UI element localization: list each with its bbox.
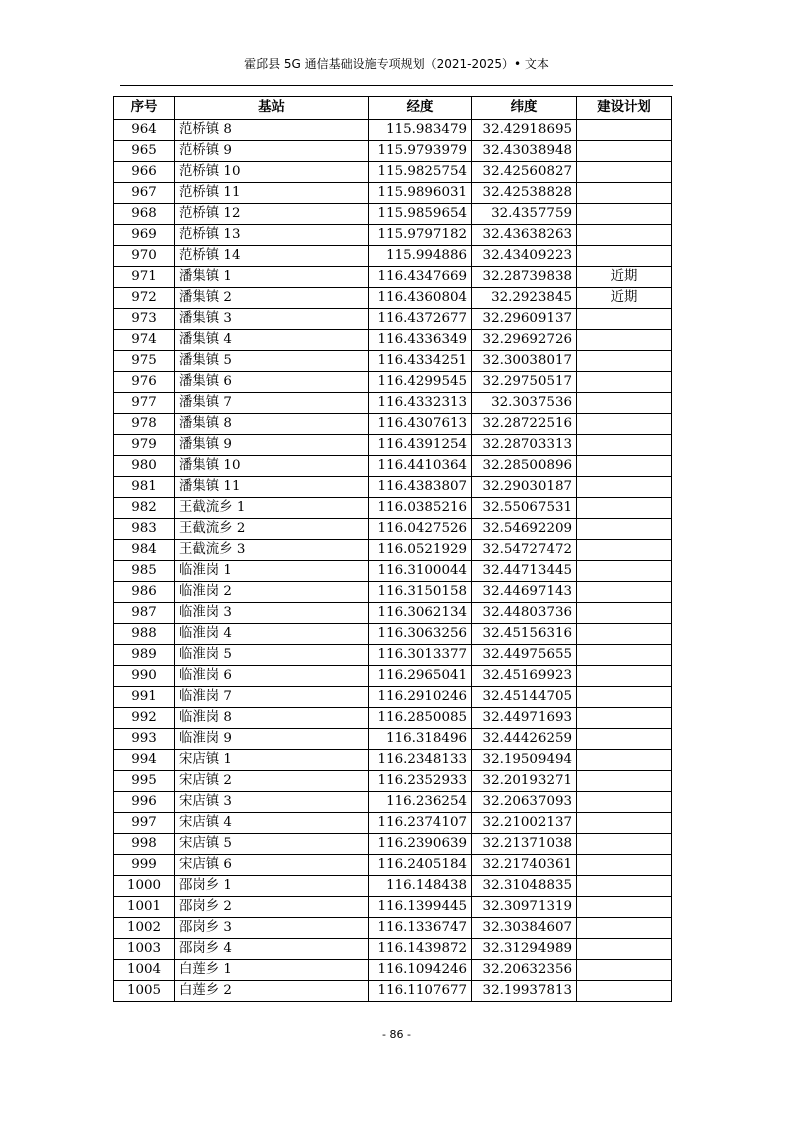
table-row <box>114 750 672 771</box>
cell-latitude: 32.28703313 <box>472 435 577 456</box>
cell-longitude: 116.1094246 <box>369 960 472 981</box>
cell-latitude: 32.30038017 <box>472 351 577 372</box>
cell-latitude: 32.20637093 <box>472 792 577 813</box>
cell-station: 王截流乡 1 <box>175 498 369 519</box>
cell-latitude: 32.42918695 <box>472 120 577 141</box>
table-row <box>114 981 672 1002</box>
cell-plan <box>577 645 672 666</box>
cell-station: 潘集镇 11 <box>175 477 369 498</box>
cell-station: 白莲乡 1 <box>175 960 369 981</box>
cell-seq: 1000 <box>114 876 175 897</box>
table-row <box>114 246 672 267</box>
cell-longitude: 116.1439872 <box>369 939 472 960</box>
cell-latitude: 32.29609137 <box>472 309 577 330</box>
cell-station: 临淮岗 2 <box>175 582 369 603</box>
cell-latitude: 32.45156316 <box>472 624 577 645</box>
cell-seq: 973 <box>114 309 175 330</box>
cell-latitude: 32.29692726 <box>472 330 577 351</box>
table-row <box>114 666 672 687</box>
cell-plan <box>577 603 672 624</box>
cell-station: 宋店镇 2 <box>175 771 369 792</box>
table-row <box>114 855 672 876</box>
cell-longitude: 116.4334251 <box>369 351 472 372</box>
cell-latitude: 32.43638263 <box>472 225 577 246</box>
table-row <box>114 351 672 372</box>
cell-plan <box>577 918 672 939</box>
table-row <box>114 372 672 393</box>
cell-plan <box>577 792 672 813</box>
cell-plan <box>577 435 672 456</box>
cell-plan <box>577 162 672 183</box>
table-row <box>114 582 672 603</box>
cell-seq: 985 <box>114 561 175 582</box>
cell-station: 临淮岗 3 <box>175 603 369 624</box>
cell-seq: 965 <box>114 141 175 162</box>
cell-longitude: 115.9793979 <box>369 141 472 162</box>
cell-plan <box>577 708 672 729</box>
cell-latitude: 32.21371038 <box>472 834 577 855</box>
cell-longitude: 116.3150158 <box>369 582 472 603</box>
cell-seq: 999 <box>114 855 175 876</box>
cell-station: 王截流乡 2 <box>175 519 369 540</box>
table-row <box>114 393 672 414</box>
cell-longitude: 116.2850085 <box>369 708 472 729</box>
table-row <box>114 267 672 288</box>
cell-seq: 994 <box>114 750 175 771</box>
cell-station: 邵岗乡 3 <box>175 918 369 939</box>
cell-longitude: 116.2405184 <box>369 855 472 876</box>
cell-station: 宋店镇 5 <box>175 834 369 855</box>
table-row <box>114 120 672 141</box>
cell-station: 潘集镇 9 <box>175 435 369 456</box>
cell-plan <box>577 750 672 771</box>
cell-seq: 977 <box>114 393 175 414</box>
cell-plan <box>577 519 672 540</box>
table-row <box>114 477 672 498</box>
cell-station: 范桥镇 12 <box>175 204 369 225</box>
cell-longitude: 116.4391254 <box>369 435 472 456</box>
cell-latitude: 32.19509494 <box>472 750 577 771</box>
cell-seq: 988 <box>114 624 175 645</box>
cell-seq: 1001 <box>114 897 175 918</box>
cell-longitude: 115.9797182 <box>369 225 472 246</box>
cell-seq: 1002 <box>114 918 175 939</box>
cell-station: 潘集镇 8 <box>175 414 369 435</box>
cell-seq: 970 <box>114 246 175 267</box>
cell-plan <box>577 309 672 330</box>
cell-longitude: 116.2910246 <box>369 687 472 708</box>
cell-latitude: 32.20632356 <box>472 960 577 981</box>
cell-seq: 972 <box>114 288 175 309</box>
table-row <box>114 141 672 162</box>
cell-seq: 987 <box>114 603 175 624</box>
cell-seq: 984 <box>114 540 175 561</box>
cell-longitude: 116.4336349 <box>369 330 472 351</box>
cell-latitude: 32.42560827 <box>472 162 577 183</box>
cell-seq: 964 <box>114 120 175 141</box>
table-row <box>114 939 672 960</box>
page-number: - 86 - <box>382 1028 411 1041</box>
cell-longitude: 116.4299545 <box>369 372 472 393</box>
column-header-station: 基站 <box>175 97 369 120</box>
cell-seq: 966 <box>114 162 175 183</box>
cell-latitude: 32.31294989 <box>472 939 577 960</box>
cell-seq: 982 <box>114 498 175 519</box>
cell-latitude: 32.44426259 <box>472 729 577 750</box>
cell-seq: 993 <box>114 729 175 750</box>
table-row <box>114 414 672 435</box>
cell-longitude: 115.9859654 <box>369 204 472 225</box>
cell-plan <box>577 939 672 960</box>
cell-latitude: 32.44971693 <box>472 708 577 729</box>
cell-latitude: 32.30971319 <box>472 897 577 918</box>
table-row <box>114 918 672 939</box>
table-row <box>114 330 672 351</box>
cell-station: 潘集镇 7 <box>175 393 369 414</box>
cell-seq: 968 <box>114 204 175 225</box>
cell-station: 临淮岗 6 <box>175 666 369 687</box>
table-header-row <box>114 97 672 120</box>
cell-longitude: 116.2965041 <box>369 666 472 687</box>
cell-longitude: 116.4332313 <box>369 393 472 414</box>
table-row <box>114 792 672 813</box>
cell-longitude: 116.2374107 <box>369 813 472 834</box>
cell-station: 潘集镇 5 <box>175 351 369 372</box>
cell-station: 范桥镇 14 <box>175 246 369 267</box>
table-row <box>114 204 672 225</box>
cell-latitude: 32.28739838 <box>472 267 577 288</box>
cell-seq: 990 <box>114 666 175 687</box>
cell-plan <box>577 876 672 897</box>
cell-longitude: 116.4383807 <box>369 477 472 498</box>
cell-latitude: 32.45169923 <box>472 666 577 687</box>
cell-station: 范桥镇 13 <box>175 225 369 246</box>
cell-plan <box>577 897 672 918</box>
cell-seq: 967 <box>114 183 175 204</box>
cell-station: 潘集镇 6 <box>175 372 369 393</box>
cell-station: 宋店镇 6 <box>175 855 369 876</box>
cell-station: 邵岗乡 4 <box>175 939 369 960</box>
base-station-table <box>113 96 672 1002</box>
cell-seq: 974 <box>114 330 175 351</box>
cell-station: 宋店镇 3 <box>175 792 369 813</box>
column-header-latitude: 纬度 <box>472 97 577 120</box>
cell-seq: 969 <box>114 225 175 246</box>
cell-seq: 971 <box>114 267 175 288</box>
table-row <box>114 456 672 477</box>
cell-latitude: 32.44713445 <box>472 561 577 582</box>
cell-seq: 998 <box>114 834 175 855</box>
cell-plan <box>577 771 672 792</box>
cell-plan <box>577 666 672 687</box>
cell-latitude: 32.44975655 <box>472 645 577 666</box>
cell-plan <box>577 204 672 225</box>
column-header-seq: 序号 <box>114 97 175 120</box>
table-row <box>114 960 672 981</box>
cell-seq: 1005 <box>114 981 175 1002</box>
cell-station: 王截流乡 3 <box>175 540 369 561</box>
cell-longitude: 116.4360804 <box>369 288 472 309</box>
cell-seq: 995 <box>114 771 175 792</box>
cell-plan <box>577 981 672 1002</box>
cell-plan <box>577 561 672 582</box>
column-header-longitude: 经度 <box>369 97 472 120</box>
cell-seq: 983 <box>114 519 175 540</box>
cell-plan: 近期 <box>577 288 672 309</box>
cell-station: 范桥镇 8 <box>175 120 369 141</box>
cell-longitude: 116.0385216 <box>369 498 472 519</box>
cell-station: 潘集镇 1 <box>175 267 369 288</box>
cell-seq: 996 <box>114 792 175 813</box>
table-row <box>114 435 672 456</box>
cell-longitude: 116.3013377 <box>369 645 472 666</box>
cell-latitude: 32.21002137 <box>472 813 577 834</box>
cell-plan <box>577 729 672 750</box>
cell-station: 邵岗乡 2 <box>175 897 369 918</box>
table-row <box>114 519 672 540</box>
cell-station: 范桥镇 11 <box>175 183 369 204</box>
cell-longitude: 116.236254 <box>369 792 472 813</box>
cell-station: 白莲乡 2 <box>175 981 369 1002</box>
cell-seq: 992 <box>114 708 175 729</box>
cell-longitude: 116.2390639 <box>369 834 472 855</box>
cell-latitude: 32.44697143 <box>472 582 577 603</box>
table-row <box>114 561 672 582</box>
cell-seq: 1003 <box>114 939 175 960</box>
table-body <box>114 120 672 1002</box>
cell-station: 潘集镇 3 <box>175 309 369 330</box>
cell-seq: 1004 <box>114 960 175 981</box>
cell-longitude: 116.3100044 <box>369 561 472 582</box>
cell-longitude: 115.983479 <box>369 120 472 141</box>
cell-plan <box>577 855 672 876</box>
cell-plan <box>577 582 672 603</box>
cell-latitude: 32.21740361 <box>472 855 577 876</box>
cell-seq: 986 <box>114 582 175 603</box>
table-row <box>114 288 672 309</box>
cell-latitude: 32.54727472 <box>472 540 577 561</box>
cell-plan: 近期 <box>577 267 672 288</box>
table-row <box>114 183 672 204</box>
cell-plan <box>577 540 672 561</box>
cell-longitude: 115.9825754 <box>369 162 472 183</box>
cell-station: 范桥镇 10 <box>175 162 369 183</box>
cell-longitude: 116.4347669 <box>369 267 472 288</box>
cell-longitude: 115.9896031 <box>369 183 472 204</box>
cell-latitude: 32.42538828 <box>472 183 577 204</box>
cell-latitude: 32.43409223 <box>472 246 577 267</box>
column-header-plan: 建设计划 <box>577 97 672 120</box>
table-row <box>114 498 672 519</box>
cell-latitude: 32.44803736 <box>472 603 577 624</box>
cell-plan <box>577 120 672 141</box>
table-row <box>114 834 672 855</box>
cell-longitude: 116.0427526 <box>369 519 472 540</box>
cell-plan <box>577 624 672 645</box>
cell-plan <box>577 687 672 708</box>
table-row <box>114 729 672 750</box>
cell-latitude: 32.3037536 <box>472 393 577 414</box>
cell-station: 邵岗乡 1 <box>175 876 369 897</box>
cell-longitude: 116.1336747 <box>369 918 472 939</box>
cell-seq: 980 <box>114 456 175 477</box>
table-row <box>114 540 672 561</box>
cell-latitude: 32.55067531 <box>472 498 577 519</box>
cell-latitude: 32.28722516 <box>472 414 577 435</box>
cell-plan <box>577 960 672 981</box>
cell-seq: 976 <box>114 372 175 393</box>
table-row <box>114 708 672 729</box>
cell-latitude: 32.28500896 <box>472 456 577 477</box>
cell-longitude: 116.4307613 <box>369 414 472 435</box>
cell-longitude: 116.2352933 <box>369 771 472 792</box>
cell-plan <box>577 246 672 267</box>
cell-plan <box>577 141 672 162</box>
cell-station: 临淮岗 8 <box>175 708 369 729</box>
cell-plan <box>577 477 672 498</box>
cell-seq: 975 <box>114 351 175 372</box>
cell-latitude: 32.29750517 <box>472 372 577 393</box>
cell-latitude: 32.4357759 <box>472 204 577 225</box>
cell-seq: 997 <box>114 813 175 834</box>
cell-station: 临淮岗 9 <box>175 729 369 750</box>
cell-plan <box>577 813 672 834</box>
cell-station: 临淮岗 4 <box>175 624 369 645</box>
cell-plan <box>577 351 672 372</box>
table-row <box>114 162 672 183</box>
table-row <box>114 603 672 624</box>
cell-station: 潘集镇 10 <box>175 456 369 477</box>
cell-latitude: 32.29030187 <box>472 477 577 498</box>
cell-plan <box>577 393 672 414</box>
cell-station: 宋店镇 1 <box>175 750 369 771</box>
cell-seq: 991 <box>114 687 175 708</box>
cell-station: 临淮岗 5 <box>175 645 369 666</box>
cell-latitude: 32.2923845 <box>472 288 577 309</box>
cell-station: 临淮岗 1 <box>175 561 369 582</box>
cell-latitude: 32.30384607 <box>472 918 577 939</box>
header-divider <box>120 85 673 86</box>
cell-longitude: 116.148438 <box>369 876 472 897</box>
cell-latitude: 32.43038948 <box>472 141 577 162</box>
cell-seq: 978 <box>114 414 175 435</box>
cell-station: 范桥镇 9 <box>175 141 369 162</box>
cell-longitude: 116.3062134 <box>369 603 472 624</box>
cell-plan <box>577 330 672 351</box>
cell-seq: 981 <box>114 477 175 498</box>
cell-longitude: 116.0521929 <box>369 540 472 561</box>
cell-latitude: 32.20193271 <box>472 771 577 792</box>
cell-plan <box>577 834 672 855</box>
table-row <box>114 771 672 792</box>
cell-longitude: 115.994886 <box>369 246 472 267</box>
cell-seq: 989 <box>114 645 175 666</box>
cell-plan <box>577 372 672 393</box>
cell-plan <box>577 414 672 435</box>
cell-longitude: 116.4372677 <box>369 309 472 330</box>
cell-plan <box>577 225 672 246</box>
table-row <box>114 813 672 834</box>
table-row <box>114 309 672 330</box>
cell-latitude: 32.19937813 <box>472 981 577 1002</box>
cell-longitude: 116.1399445 <box>369 897 472 918</box>
cell-station: 宋店镇 4 <box>175 813 369 834</box>
table-row <box>114 624 672 645</box>
table-row <box>114 897 672 918</box>
cell-seq: 979 <box>114 435 175 456</box>
cell-longitude: 116.1107677 <box>369 981 472 1002</box>
cell-latitude: 32.54692209 <box>472 519 577 540</box>
cell-longitude: 116.318496 <box>369 729 472 750</box>
cell-longitude: 116.4410364 <box>369 456 472 477</box>
table-row <box>114 876 672 897</box>
table-row <box>114 225 672 246</box>
table-row <box>114 645 672 666</box>
table-row <box>114 687 672 708</box>
cell-plan <box>577 183 672 204</box>
cell-latitude: 32.45144705 <box>472 687 577 708</box>
cell-station: 临淮岗 7 <box>175 687 369 708</box>
cell-plan <box>577 456 672 477</box>
cell-station: 潘集镇 4 <box>175 330 369 351</box>
cell-longitude: 116.3063256 <box>369 624 472 645</box>
cell-longitude: 116.2348133 <box>369 750 472 771</box>
page-header: 霍邱县 5G 通信基础设施专项规划（2021-2025）• 文本 <box>244 57 549 71</box>
cell-plan <box>577 498 672 519</box>
cell-latitude: 32.31048835 <box>472 876 577 897</box>
cell-station: 潘集镇 2 <box>175 288 369 309</box>
